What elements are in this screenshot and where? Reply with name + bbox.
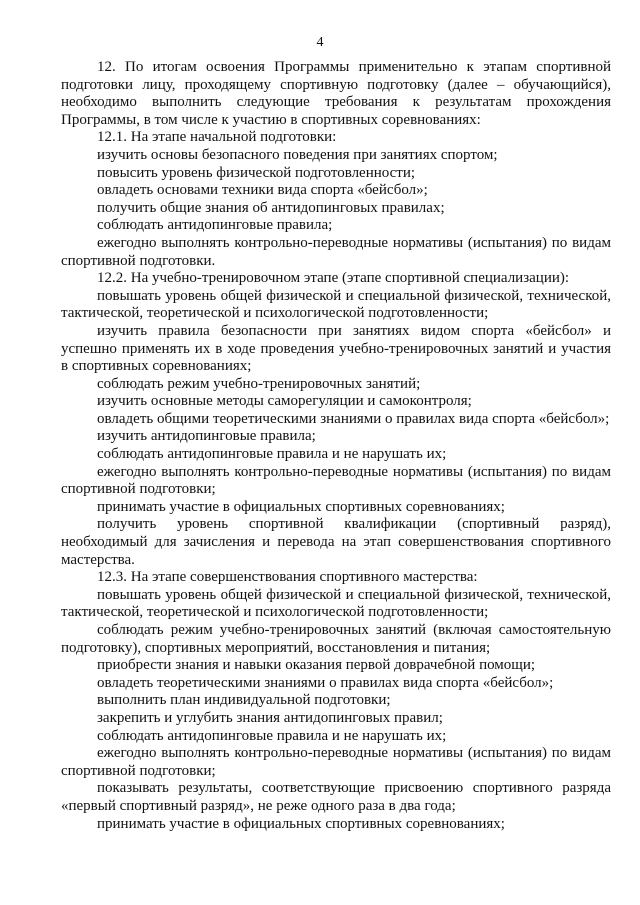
heading-12-1: 12.1. На этапе начальной подготовки: <box>97 129 337 146</box>
heading-12-3: 12.3. На этапе совершенствования спортивного мастерства: <box>97 569 478 586</box>
list-item: соблюдать режим учебно-тренировочных занятий (включая самостоятельную подготовку), спортивных мероприятий, восстановления и питания; <box>61 622 611 656</box>
list-item: изучить антидопинговые правила; <box>97 428 316 445</box>
list-item: ежегодно выполнять контрольно-переводные нормативы (испытания) по видам спортивной подготовки; <box>61 463 611 498</box>
list-item: повышать уровень общей физической и специальной физической, технической, тактической, теоретической и психологической подготовленности; <box>61 287 611 322</box>
list-item: выполнить план индивидуальной подготовки; <box>97 692 391 709</box>
list-item: овладеть основами техники вида спорта «бейсбол»; <box>97 182 428 199</box>
list-item: изучить основные методы саморегуляции и самоконтроля; <box>97 393 472 410</box>
paragraph-12-intro: 12. По итогам освоения Программы применительно к этапам спортивной подготовки лицу, проходящему спортивную подготовку (далее – обучающийся), необходимо выполнить следующие требования к результатам прохождения Программы, в том числе к участию в спортивных соревнованиях: <box>61 59 611 128</box>
list-item: ежегодно выполнять контрольно-переводные нормативы (испытания) по видам спортивной подготовки. <box>61 234 611 269</box>
list-item: ежегодно выполнять контрольно-переводные нормативы (испытания) по видам спортивной подготовки; <box>61 745 611 779</box>
list-item: получить общие знания об антидопинговых правилах; <box>97 199 445 216</box>
list-item: соблюдать антидопинговые правила и не нарушать их; <box>97 727 447 744</box>
list-item: соблюдать антидопинговые правила и не нарушать их; <box>97 446 447 463</box>
heading-12-2: 12.2. На учебно-тренировочном этапе (этапе спортивной специализации): <box>97 270 570 287</box>
list-item: изучить правила безопасности при занятиях видом спорта «бейсбол» и успешно применять их в ходе проведения учебно-тренировочных занятий и участия в спортивных соревнованиях; <box>61 322 611 375</box>
list-item: соблюдать режим учебно-тренировочных занятий; <box>97 375 421 392</box>
list-item: повышать уровень общей физической и специальной физической, технической, тактической, теоретической и психологической подготовленности; <box>61 586 611 621</box>
list-item: получить уровень спортивной квалификации (спортивный разряд), необходимый для зачисления и перевода на этап совершенствования спортивного мастерства. <box>61 516 611 568</box>
list-item: принимать участие в официальных спортивных соревнованиях; <box>97 498 505 515</box>
list-item: принимать участие в официальных спортивных соревнованиях; <box>97 815 505 832</box>
page-number: 4 <box>316 35 324 50</box>
list-item: соблюдать антидопинговые правила; <box>97 217 333 234</box>
list-item: приобрести знания и навыки оказания первой доврачебной помощи; <box>97 657 536 674</box>
list-item: овладеть теоретическими знаниями о правилах вида спорта «бейсбол»; <box>97 674 554 691</box>
list-item: показывать результаты, соответствующие присвоению спортивного разряда «первый спортивный разряд», не реже одного раза в два года; <box>61 780 611 814</box>
list-item: закрепить и углубить знания антидопинговых правил; <box>97 709 443 726</box>
document-body <box>61 59 611 833</box>
list-item: изучить основы безопасного поведения при занятиях спортом; <box>97 146 498 163</box>
list-item: овладеть общими теоретическими знаниями о правилах вида спорта «бейсбол»; <box>97 410 610 427</box>
list-item: повысить уровень физической подготовленности; <box>97 164 416 181</box>
